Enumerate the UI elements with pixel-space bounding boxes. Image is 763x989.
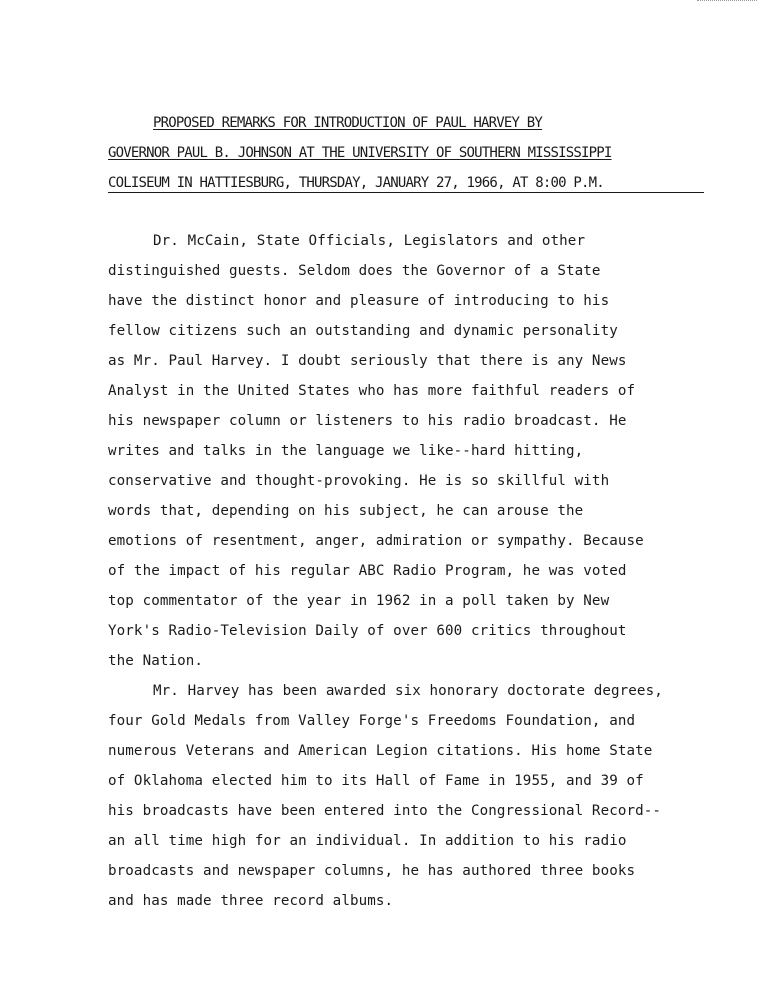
text-line: of Oklahoma elected him to its Hall of Fame in 1955, and 39 of — [108, 773, 644, 789]
text-line: and has made three record albums. — [108, 893, 394, 909]
text-line: have the distinct honor and pleasure of introducing to his — [108, 293, 610, 309]
text-line: words that, depending on his subject, he can arouse the — [108, 503, 584, 519]
document-body — [108, 229, 698, 919]
title-line-3 — [108, 173, 708, 203]
scan-edge-mark — [697, 0, 757, 4]
text-line: of the impact of his regular ABC Radio Program, he was voted — [108, 563, 627, 579]
text-line: York's Radio-Television Daily of over 600 critics throughout — [108, 623, 627, 639]
text-line: his newspaper column or listeners to his radio broadcast. He — [108, 413, 627, 429]
text-line: Dr. McCain, State Officials, Legislators and other — [153, 233, 586, 249]
paragraph-2 — [108, 679, 698, 919]
text-line: broadcasts and newspaper columns, he has authored three books — [108, 863, 636, 879]
paragraph-1 — [108, 229, 698, 679]
title-line-3-text: COLISEUM IN HATTIESBURG, THURSDAY, JANUARY 27, 1966, AT 8:00 P.M. — [108, 174, 704, 193]
text-line: fellow citizens such an outstanding and dynamic personality — [108, 323, 618, 339]
text-line: four Gold Medals from Valley Forge's Freedoms Foundation, and — [108, 713, 636, 729]
text-line: writes and talks in the language we like--hard hitting, — [108, 443, 584, 459]
document-title — [108, 113, 708, 203]
text-line: as Mr. Paul Harvey. I doubt seriously that there is any News — [108, 353, 627, 369]
text-line: top commentator of the year in 1962 in a poll taken by New — [108, 593, 610, 609]
text-line: distinguished guests. Seldom does the Governor of a State — [108, 263, 601, 279]
text-line: Analyst in the United States who has more faithful readers of — [108, 383, 636, 399]
title-line-1: PROPOSED REMARKS FOR INTRODUCTION OF PAUL HARVEY BY — [153, 115, 543, 131]
text-line: conservative and thought-provoking. He is so skillful with — [108, 473, 610, 489]
text-line: emotions of resentment, anger, admiration or sympathy. Because — [108, 533, 644, 549]
text-line: Mr. Harvey has been awarded six honorary doctorate degrees, — [153, 683, 663, 699]
text-line: his broadcasts have been entered into the Congressional Record-- — [108, 803, 662, 819]
text-line: numerous Veterans and American Legion citations. His home State — [108, 743, 653, 759]
title-line-2: GOVERNOR PAUL B. JOHNSON AT THE UNIVERSITY OF SOUTHERN MISSISSIPPI — [108, 145, 612, 161]
text-line: an all time high for an individual. In addition to his radio — [108, 833, 627, 849]
text-line: the Nation. — [108, 653, 204, 669]
